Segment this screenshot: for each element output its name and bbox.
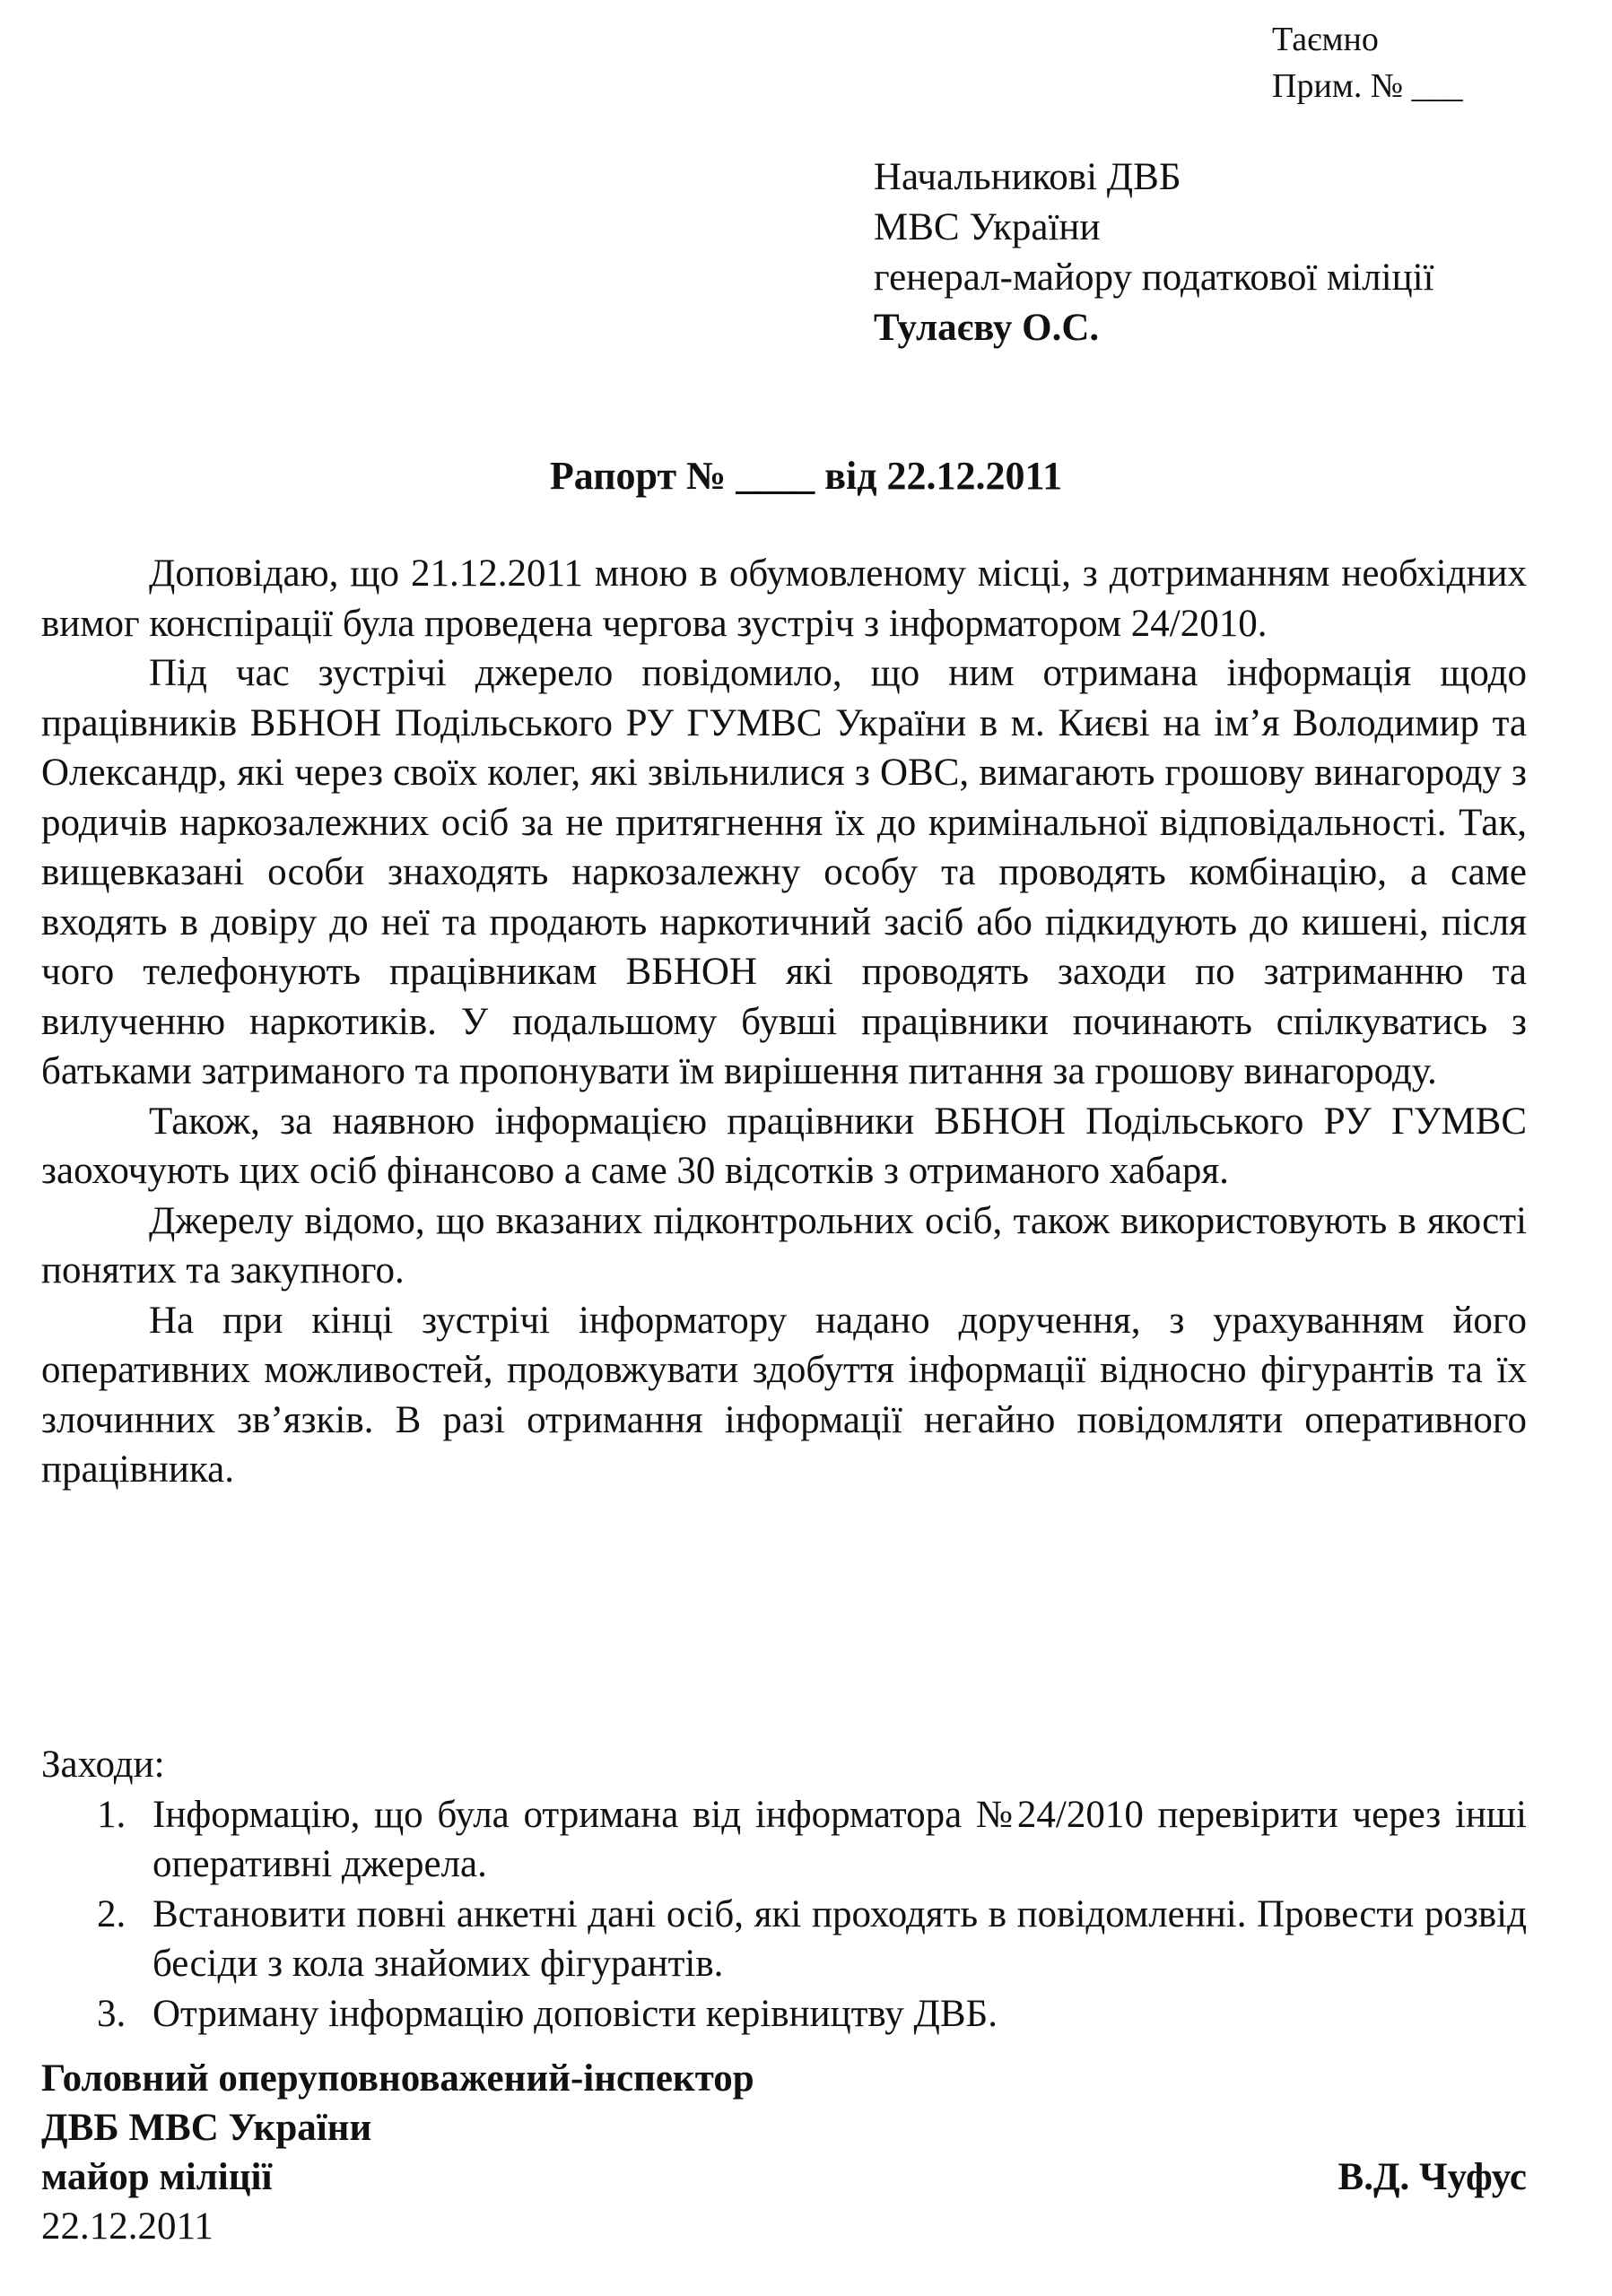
classification-block xyxy=(1272,16,1463,109)
measures-item xyxy=(41,1790,1527,1890)
measures-item-text: Інформацію, що була отримана від інформатора №24/2010 перевірити через інші оперативні джерела. xyxy=(152,1793,1527,1885)
measures-item xyxy=(41,1989,1527,2039)
measures-item-number: 2. xyxy=(97,1892,126,1935)
measures-item xyxy=(41,1890,1527,1989)
body-paragraph: Під час зустрічі джерело повідомило, що ним отримана інформація щодо працівників ВБНОН Подільського РУ ГУМВС України в м. Києві на ім’я Володимир та Олександр, які через своїх колег, які звільнилися з ОВС, вимагають грошову винагороду з родичів наркозалежних осіб за не притягнення їх до кримінальної відповідальності. Так, вищевказані особи знаходять наркозалежну особу та проводять комбінацію, а саме входять в довіру до неї та продають наркотичний засіб або підкидують до кишені, після чого телефонують працівникам ВБНОН які проводять заходи по затриманню та вилученню наркотиків. У подальшому бувші працівники починають спілкуватись з батьками затриманого та пропонувати їм вирішення питання за грошову винагороду. xyxy=(41,652,1527,1092)
measures-list xyxy=(41,1790,1527,2039)
signer-rank: майор міліції xyxy=(41,2156,273,2198)
measures-item-number: 3. xyxy=(97,1992,126,2035)
body-paragraph: Джерелу відомо, що вказаних підконтрольних осіб, також використовують в якості понятих та закупного. xyxy=(41,1199,1527,1292)
signature-date: 22.12.2011 xyxy=(41,2205,213,2248)
classification-label: Таємно xyxy=(1272,21,1379,58)
signer-department: ДВБ МВС України xyxy=(41,2107,372,2149)
report-title: Рапорт № ____ від 22.12.2011 xyxy=(549,454,1063,498)
measures-item-text: Отриману інформацію доповісти керівництву ДВБ. xyxy=(152,1992,998,2035)
measures-section xyxy=(41,1740,1527,2039)
measures-label: Заходи: xyxy=(41,1744,165,1786)
addressee-line-3: генерал-майору податкової міліції xyxy=(874,257,1434,299)
body-paragraph: Також, за наявною інформацією працівники ВБНОН Подільського РУ ГУМВС заохочують цих осіб фінансово а саме 30 відсотків з отриманого хабаря. xyxy=(41,1100,1527,1192)
body-paragraph: На при кінці зустрічі інформатору надано доручення, з урахуванням його оперативних можливостей, продовжувати здобуття інформації відносно фігурантів та їх злочинних зв’язків. В разі отримання інформації негайно повідомляти оперативного працівника. xyxy=(41,1299,1527,1491)
addressee-name: Тулаєву О.С. xyxy=(874,307,1100,349)
signer-position: Головний оперуповноважений-інспектор xyxy=(41,2057,754,2100)
signer-name: В.Д. Чуфус xyxy=(1338,2156,1527,2198)
signature-block xyxy=(41,2054,1527,2251)
addressee-line-1: Начальникові ДВБ xyxy=(874,156,1181,198)
measures-item-number: 1. xyxy=(97,1793,126,1836)
addressee-line-2: МВС України xyxy=(874,206,1101,248)
report-body xyxy=(41,549,1527,1495)
body-paragraph: Доповідаю, що 21.12.2011 мною в обумовленому місці, з дотриманням необхідних вимог конспірації була проведена чергова зустріч з інформатором 24/2010. xyxy=(41,552,1527,645)
measures-item-text: Встановити повні анкетні дані осіб, які проходять в повідомленні. Провести розвід бесіди з кола знайомих фігурантів. xyxy=(152,1892,1527,1985)
copy-number: Прим. № ___ xyxy=(1272,67,1463,105)
addressee-block xyxy=(874,152,1434,353)
